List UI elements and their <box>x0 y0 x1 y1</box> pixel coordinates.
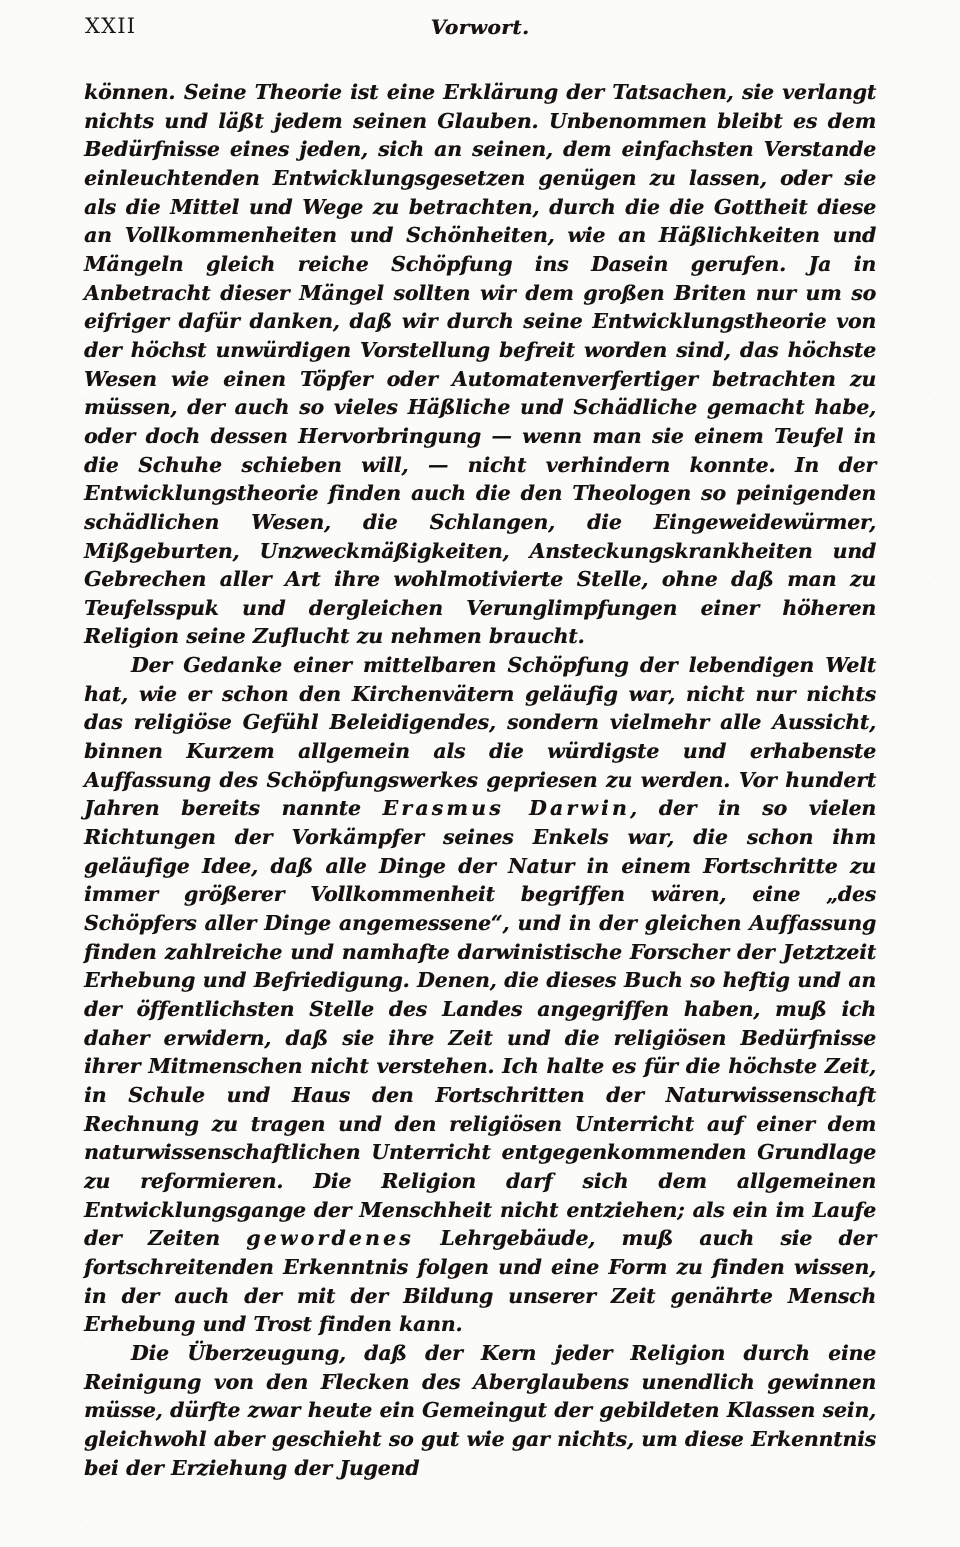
text-run: , der in so vielen Richtungen der Vorkämpfer seines Enkels war, die schon ihm geläufige Idee, daß alle Dinge der Natur in einem Fortschritte zu immer größerer Vollkommenheit begriffen wären, eine „des Schöpfers aller Dinge angemessene“, und in der gleichen Auffassung finden zahlreiche und namhafte darwinistische Forscher der Jetztzeit Erhebung und Befriedigung. Denen, die dieses Buch so heftig und an der öffentlichsten Stelle des Landes angegriffen haben, muß ich daher erwidern, daß sie ihre Zeit und die religiösen Bedürfnisse ihrer Mitmenschen nicht verstehen. Ich halte es für die höchste Zeit, in Schule und Haus den Fortschritten der Naturwissenschaft Rechnung zu tragen und den religiösen Unterricht auf einer dem naturwissenschaftlichen Unterricht entgegenkommenden Grundlage zu reformieren. Die Religion darf sich dem allgemeinen Entwicklungsgange der Menschheit nicht entziehen; als ein im Laufe der Zeiten <box>84 796 876 1251</box>
paragraph <box>84 651 876 1339</box>
page-folio: XXII <box>85 14 137 38</box>
body-text <box>84 78 876 1482</box>
paragraph: können. Seine Theorie ist eine Erklärung der Tatsachen, sie verlangt nichts und läßt jedem seinen Glauben. Unbenommen bleibt es dem Bedürfnisse eines jeden, sich an seinen, dem einfachsten Verstande einleuchtenden Entwicklungsgesetzen genügen zu lassen, oder sie als die Mittel und Wege zu betrachten, durch die die Gottheit diese an Vollkommenheiten und Schönheiten, wie an Häßlichkeiten und Mängeln gleich reiche Schöpfung ins Dasein gerufen. Ja in Anbetracht dieser Mängel sollten wir dem großen Briten nur um so eifriger dafür danken, daß wir durch seine Entwicklungstheorie von der höchst unwürdigen Vorstellung befreit worden sind, das höchste Wesen wie einen Töpfer oder Automatenverfertiger betrachten zu müssen, der auch so vieles Häßliche und Schädliche gemacht habe, oder doch dessen Hervorbringung — wenn man sie einem Teufel in die Schuhe schieben will, — nicht verhindern konnte. In der Entwicklungstheorie finden auch die den Theologen so peinigenden schädlichen Wesen, die Schlangen, die Eingeweidewürmer, Mißgeburten, Unzweckmäßigkeiten, Ansteckungskrankheiten und Gebrechen aller Art ihre wohlmotivierte Stelle, ohne daß man zu Teufelsspuk und dergleichen Verunglimpfungen einer höheren Religion seine Zuflucht zu nehmen braucht. <box>84 80 876 649</box>
emphasized-text: gewordenes <box>246 1226 414 1251</box>
text-run: Lehrgebäude, muß auch sie der fortschreitenden Erkenntnis folgen und eine Form zu finden wissen, in der auch der mit der Bildung unserer Zeit genährte Mensch Erhebung und Trost finden kann. <box>84 1226 876 1337</box>
running-title: Vorwort. <box>430 15 530 39</box>
text-run: Der Gedanke einer mittelbaren Schöpfung der lebendigen Welt hat, wie er schon den Kirchenvätern geläufig war, nicht nur nichts das religiöse Gefühl Beleidigendes, sondern vielmehr alle Aussicht, binnen Kurzem allgemein als die würdigste und erhabenste Auffassung des Schöpfungswerkes gepriesen zu werden. Vor hundert Jahren bereits nannte <box>84 653 876 821</box>
running-head <box>85 14 875 48</box>
emphasized-text: Erasmus Darwin <box>382 796 630 821</box>
paragraph: Die Überzeugung, daß der Kern jeder Religion durch eine Reinigung von den Flecken des Aberglaubens unendlich gewinnen müsse, dürfte zwar heute ein Gemeingut der gebildeten Klassen sein, gleichwohl aber geschieht so gut wie gar nichts, um diese Erkenntnis bei der Erziehung der Jugend <box>84 1340 876 1480</box>
